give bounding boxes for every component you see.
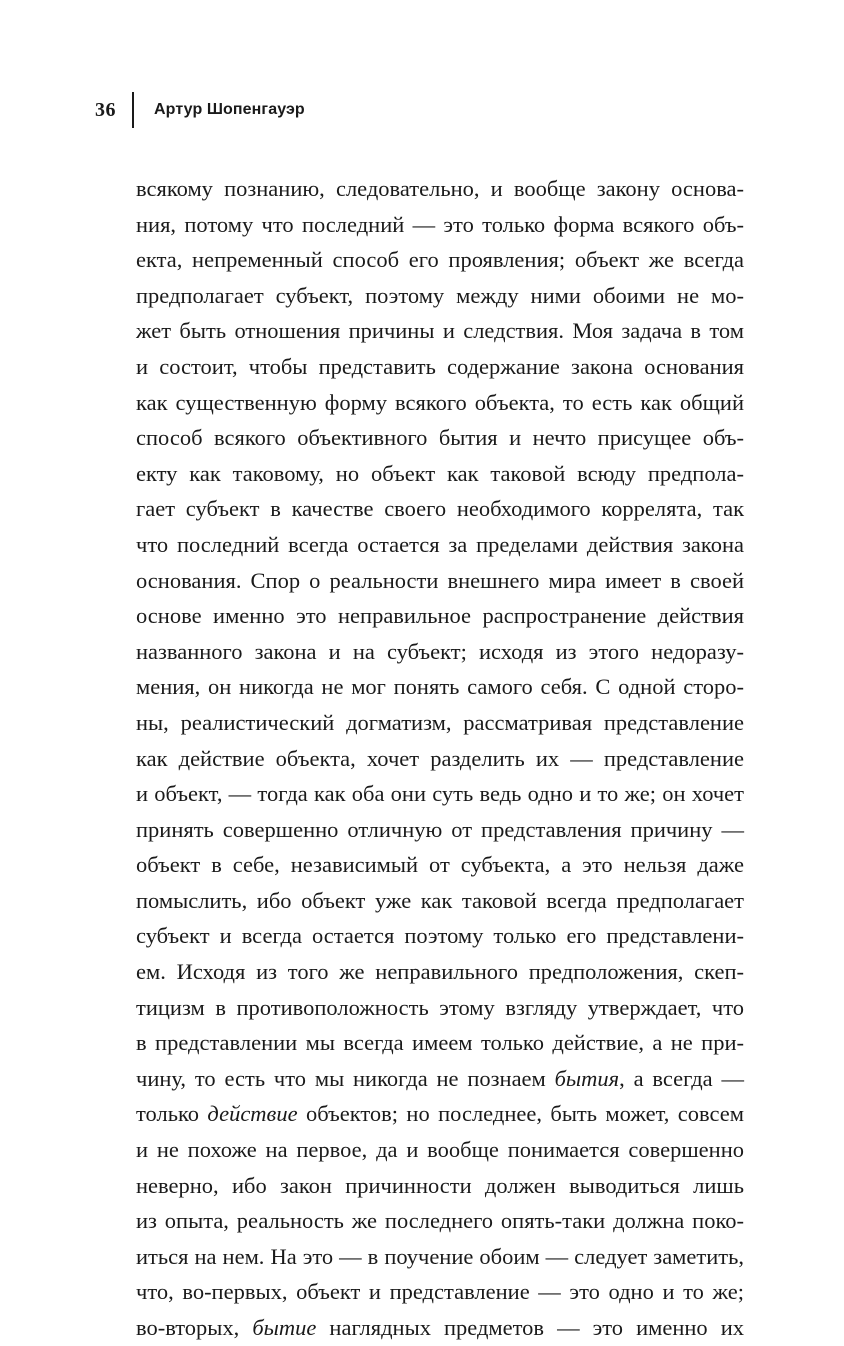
text-run: во-вторых, bbox=[136, 1315, 253, 1340]
text-line: и не похоже на первое, да и вообще понимается совершенно bbox=[136, 1137, 744, 1163]
emphasis-text: действие bbox=[207, 1101, 298, 1127]
body-text bbox=[136, 171, 744, 1346]
text-line: мения, он никогда не мог понять самого себя. С одной сторо- bbox=[136, 674, 744, 700]
text-line: основания. Спор о реальности внешнего мира имеет в своей bbox=[136, 567, 744, 593]
text-line: в представлении мы всегда имеем только действие, а не при- bbox=[136, 1030, 744, 1056]
running-head: Артур Шопенгауэр bbox=[154, 101, 305, 118]
text-line: екта, непременный способ его проявления; объект же всегда bbox=[136, 247, 744, 273]
text-line: ем. Исходя из того же неправильного предположения, скеп- bbox=[136, 959, 744, 985]
page-header bbox=[95, 90, 305, 130]
text-line: из опыта, реальность же последнего опять-таки должна поко- bbox=[136, 1208, 744, 1234]
text-line bbox=[136, 1310, 744, 1346]
text-line: как действие объекта, хочет разделить их — представление bbox=[136, 745, 744, 771]
text-line: принять совершенно отличную от представления причину — bbox=[136, 816, 744, 842]
text-line: и состоит, чтобы представить содержание закона основания bbox=[136, 353, 744, 379]
text-line: ния, потому что последний — это только форма всякого объ- bbox=[136, 211, 744, 237]
header-divider bbox=[132, 92, 134, 128]
text-line: объект в себе, независимый от субъекта, а это нельзя даже bbox=[136, 852, 744, 878]
text-line: что последний всегда остается за пределами действия закона bbox=[136, 531, 744, 557]
text-line: иться на нем. На это — в поучение обоим — следует заметить, bbox=[136, 1243, 744, 1269]
text-run: объектов; но последнее, быть может, совсем bbox=[297, 1101, 744, 1127]
text-run: только bbox=[136, 1101, 208, 1127]
text-line: основе именно это неправильное распространение действия bbox=[136, 603, 744, 629]
text-line: что, во-первых, объект и представление — это одно и то же; bbox=[136, 1279, 744, 1305]
text-line: гает субъект в качестве своего необходимого коррелята, так bbox=[136, 496, 744, 522]
text-run: чину, то есть что мы никогда не познаем bbox=[136, 1065, 555, 1091]
text-line: способ всякого объективного бытия и нечто присущее объ- bbox=[136, 425, 744, 451]
text-line bbox=[136, 1096, 744, 1132]
text-line: помыслить, ибо объект уже как таковой всегда предполагает bbox=[136, 887, 744, 913]
text-line: названного закона и на субъект; исходя из этого недоразу- bbox=[136, 638, 744, 664]
text-line: всякому познанию, следовательно, и вообще закону основа- bbox=[136, 176, 744, 201]
text-line: тицизм в противоположность этому взгляду утверждает, что bbox=[136, 994, 744, 1020]
text-line: предполагает субъект, поэтому между ними обоими не мо- bbox=[136, 282, 744, 308]
text-line: екту как таковому, но объект как таковой всюду предпола- bbox=[136, 460, 744, 486]
text-line: и объект, — тогда как оба они суть ведь одно и то же; он хочет bbox=[136, 781, 744, 807]
text-line: как существенную форму всякого объекта, то есть как общий bbox=[136, 389, 744, 415]
emphasis-text: бытия bbox=[554, 1065, 620, 1091]
text-line: субъект и всегда остается поэтому только его представлени- bbox=[136, 923, 744, 949]
emphasis-text: бытие bbox=[252, 1315, 317, 1340]
text-line: жет быть отношения причины и следствия. Моя задача в том bbox=[136, 318, 744, 344]
text-line: неверно, ибо закон причинности должен выводиться лишь bbox=[136, 1172, 744, 1198]
text-run: наглядных предметов — это именно их bbox=[316, 1315, 744, 1340]
text-run: , а всегда — bbox=[619, 1065, 744, 1091]
page-number: 36 bbox=[95, 98, 116, 121]
text-line bbox=[136, 1061, 744, 1097]
text-line: ны, реалистический догматизм, рассматривая представление bbox=[136, 709, 744, 735]
